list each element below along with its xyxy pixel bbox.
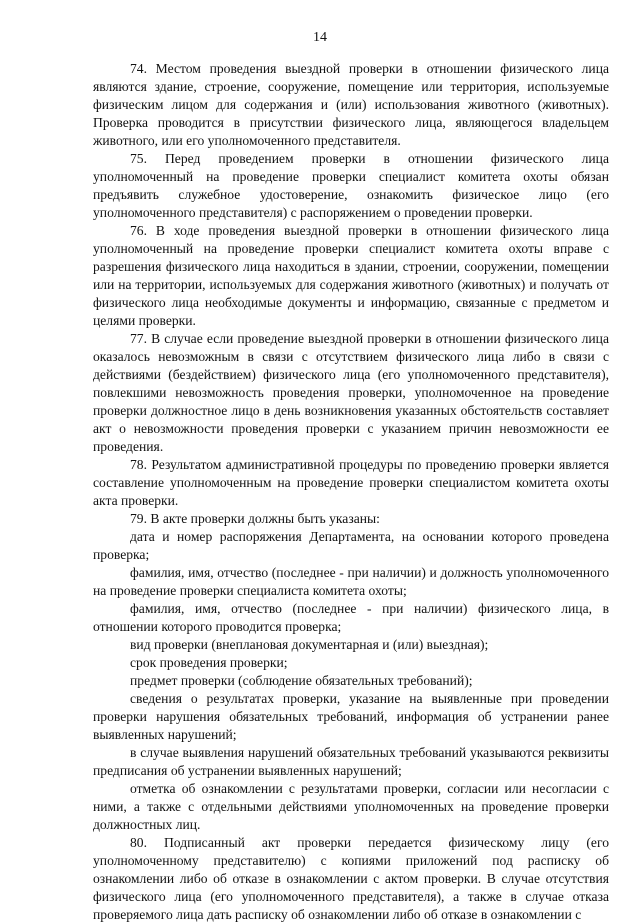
list-item-type: вид проверки (внеплановая документарная и (или) выездная);	[130, 637, 489, 652]
paragraph-74: 74. Местом проведения выездной проверки в отношении физического лица являются здание, строение, сооружение, помещение или территория, используемые физическим лицом для содержания и (или) использования животного (животных). Проверка проводится в присутствии физического лица, являющегося владельцем животного, или его уполномоченного представителя.	[93, 61, 609, 148]
list-item-results: сведения о результатах проверки, указание на выявленные при проведении проверки нарушения обязательных требований, информация об устранении ранее выявленных нарушений;	[93, 691, 609, 742]
list-item-decree: дата и номер распоряжения Департамента, на основании которого проведена проверка;	[93, 529, 609, 562]
paragraph-78: 78. Результатом административной процедуры по проведению проверки является составление уполномоченным на проведение проверки специалистом комитета охоты акта проверки.	[93, 457, 609, 508]
page-number: 14	[313, 30, 327, 45]
paragraph-77: 77. В случае если проведение выездной проверки в отношении физического лица оказалось невозможным в связи с отсутствием физического лица либо в связи с действиями (бездействием) физического лица (его уполномоченного представителя), повлекшими невозможность проведения проверки, уполномоченное на проведение проверки должностное лицо в день возникновения указанных обстоятельств составляет акт о невозможности проведения проверки с указанием причин невозможности ее проведения.	[93, 331, 609, 454]
list-item-term: срок проведения проверки;	[130, 655, 288, 670]
list-item-person: фамилия, имя, отчество (последнее - при наличии) физического лица, в отношении которого проводится проверка;	[93, 601, 609, 634]
list-item-acknowledgement: отметка об ознакомлении с результатами проверки, согласии или несогласии с ними, а также с отдельными действиями уполномоченных на проведение проверки должностных лиц.	[93, 781, 609, 832]
list-item-subject: предмет проверки (соблюдение обязательных требований);	[130, 673, 473, 688]
paragraph-80: 80. Подписанный акт проверки передается физическому лицу (его уполномоченному представителю) с копиями приложений под расписку об ознакомлении либо об отказе в ознакомлении с актом проверки. В случае отсутствия физического лица (его уполномоченного представителя), а также в случае отказа проверяемого лица дать расписку об ознакомлении либо об отказе в ознакомлении с	[93, 835, 609, 922]
paragraph-75: 75. Перед проведением проверки в отношении физического лица уполномоченный на проведение проверки специалист комитета охоты обязан предъявить служебное удостоверение, ознакомить физическое лицо (его уполномоченного представителя) с распоряжением о проведении проверки.	[93, 151, 609, 220]
paragraph-79: 79. В акте проверки должны быть указаны:	[130, 511, 380, 526]
paragraph-76: 76. В ходе проведения выездной проверки в отношении физического лица уполномоченный на проведение проверки специалист комитета охоты вправе с разрешения физического лица находиться в здании, строении, сооружении, помещении или на территории, используемых для содержания животного (животных) и получать от физического лица необходимые документы и информацию, связанные с предметом и целями проверки.	[93, 223, 609, 328]
list-item-prescription: в случае выявления нарушений обязательных требований указываются реквизиты предписания об устранении выявленных нарушений;	[93, 745, 609, 778]
document-body	[93, 60, 609, 924]
list-item-inspector: фамилия, имя, отчество (последнее - при наличии) и должность уполномоченного на проведение проверки специалиста комитета охоты;	[93, 565, 609, 598]
